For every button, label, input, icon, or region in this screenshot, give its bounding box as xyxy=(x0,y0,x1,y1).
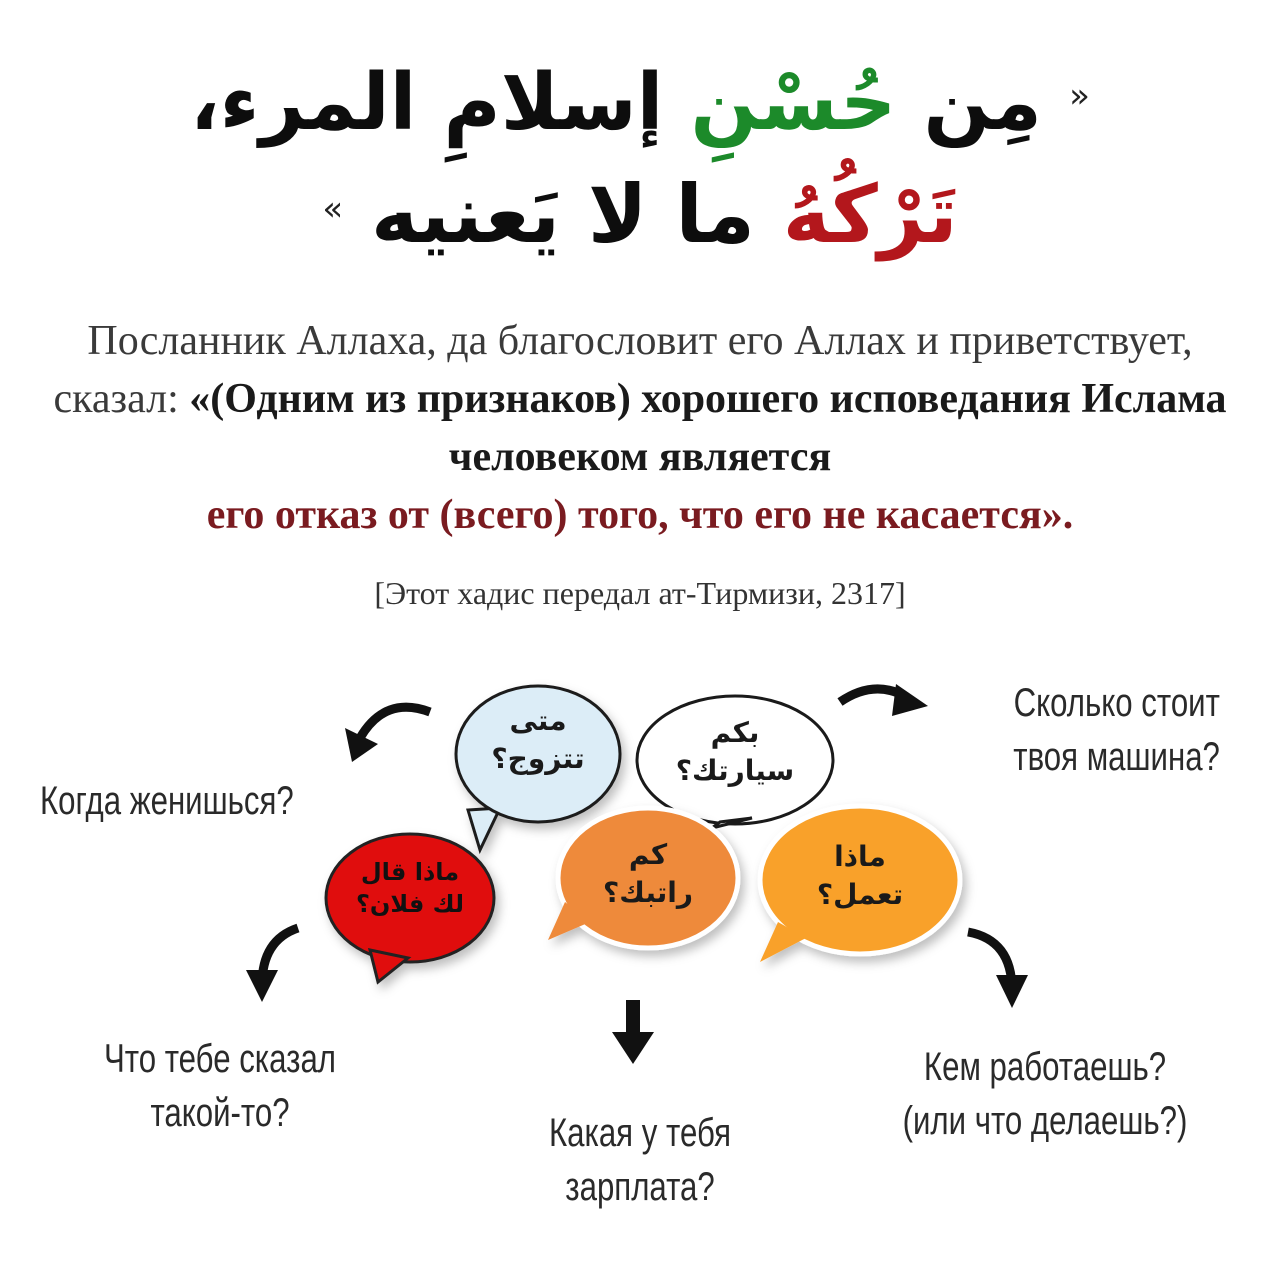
bubble-marry-line1: متى xyxy=(509,704,567,737)
hadith-source: [Этот хадис передал ат-Тирмизи, 2317] xyxy=(374,575,906,611)
bubble-work-text xyxy=(770,838,950,914)
hadith-bold: «(Одним из признаков) хорошего исповедания Ислама человеком является xyxy=(189,376,1227,480)
caption-salary-line1: Какая у тебя xyxy=(548,1111,732,1155)
bubble-work-line1: ماذا xyxy=(834,840,886,873)
arrow-curved-down-right-icon xyxy=(968,932,1028,1008)
bubble-salary-line2: راتبك؟ xyxy=(603,875,693,909)
bubble-said-text xyxy=(330,856,490,921)
arrow-curved-down-left-icon xyxy=(246,928,298,1002)
caption-car-line1: Сколько стоит xyxy=(1013,681,1220,725)
hadith-red: его отказ от (всего) того, что его не касается». xyxy=(206,492,1074,538)
arabic-headline-line2 xyxy=(0,168,1280,261)
arrow-curved-left-icon xyxy=(345,707,430,762)
arrow-curved-right-icon xyxy=(840,684,928,716)
caption-said-line2: такой-то? xyxy=(150,1091,290,1135)
bubble-car-text xyxy=(640,714,830,790)
hadith-intro: Посланник Аллаха, да благословит его Аллах и приветствует, сказал: xyxy=(53,318,1193,422)
arabic-word-husn: حُسْنِ xyxy=(690,58,897,148)
hadith-text xyxy=(40,312,1240,544)
arabic-word-min: مِن xyxy=(923,58,1042,148)
bubble-marry-text xyxy=(458,702,618,778)
caption-said xyxy=(64,1032,376,1140)
caption-work-line1: Кем работаешь? xyxy=(923,1045,1167,1089)
bubble-car-line2: سيارتك؟ xyxy=(675,753,795,787)
caption-work xyxy=(877,1040,1212,1148)
quote-close: » xyxy=(322,189,344,229)
caption-car-line2: твоя машина? xyxy=(1013,735,1220,779)
arabic-headline-line1 xyxy=(0,58,1280,148)
caption-salary xyxy=(484,1106,796,1214)
caption-work-line2: (или что делаешь?) xyxy=(902,1099,1188,1143)
arabic-word-ma-la-yanih: ما لا يَعنيه xyxy=(371,168,755,261)
bubble-salary-text xyxy=(568,836,728,912)
arrow-down-icon xyxy=(612,1000,654,1064)
bubble-car-line1: بكم xyxy=(710,716,760,749)
caption-car xyxy=(1013,676,1220,784)
bubble-said-line1: ماذا قال xyxy=(360,858,460,886)
arabic-word-islam: إسلامِ المرء، xyxy=(190,58,664,148)
bubble-work-line2: تعمل؟ xyxy=(816,877,904,911)
arabic-word-tarkuhu: تَرْكُهُ xyxy=(782,168,958,261)
quote-open: « xyxy=(1069,76,1090,116)
caption-marry: Когда женишься? xyxy=(40,779,294,823)
bubble-marry-line2: تتزوج؟ xyxy=(491,741,585,775)
bubble-salary-line1: كم xyxy=(628,838,668,871)
caption-salary-line2: зарплата? xyxy=(565,1165,715,1209)
caption-said-line1: Что тебе сказал xyxy=(103,1037,337,1081)
bubble-said-line2: لك فلان؟ xyxy=(355,890,465,919)
